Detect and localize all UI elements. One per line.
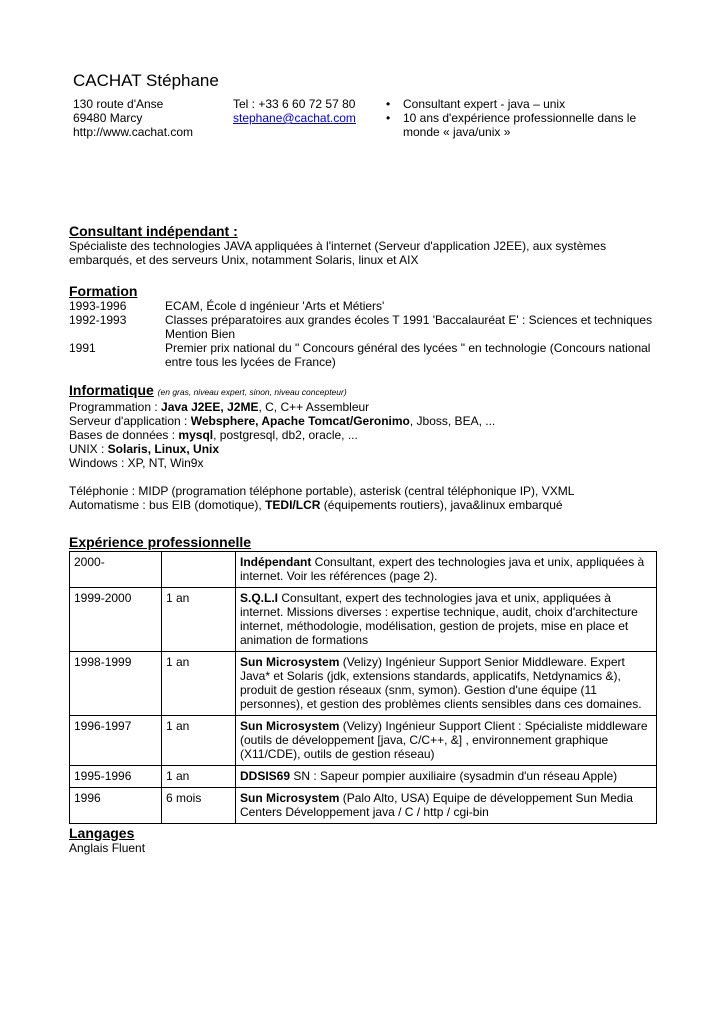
table-row — [70, 788, 657, 824]
skill-line: Windows : XP, NT, Win9x — [69, 456, 204, 470]
experience-years: 1995-1996 — [70, 766, 162, 788]
experience-duration: 1 an — [162, 716, 236, 766]
email-link[interactable]: stephane@cachat.com — [233, 111, 356, 125]
section-hint: (en gras, niveau expert, sinon, niveau concepteur) — [157, 387, 347, 397]
section-consultant — [69, 223, 659, 267]
skills-list — [69, 400, 659, 470]
address-block — [73, 97, 193, 139]
section-experience — [69, 534, 659, 824]
section-title: Langages — [69, 825, 135, 841]
experience-years: 1996-1997 — [70, 716, 162, 766]
experience-description: Sun Microsystem (Velizy) Ingénieur Support Senior Middleware. Expert Java* et Solaris (jdk, extensions standards, applicatifs, Netdynamics &), produit de gestion réseaux (snm, symon). Gestion d'une équipe (11 personnes), et gestion des problèmes clients sensibles dans ces domaines. — [236, 652, 657, 716]
website-link[interactable]: http://www.cachat.com — [73, 125, 194, 139]
table-row — [70, 552, 657, 588]
skill-line: Téléphonie : MIDP (programation téléphone portable), asterisk (central téléphonique IP), VXML — [69, 484, 575, 498]
highlights-list — [386, 97, 666, 139]
candidate-name: CACHAT Stéphane — [73, 71, 219, 90]
experience-description: Indépendant Consultant, expert des technologies java et unix, appliquées à internet. Voir les références (page 2). — [236, 552, 657, 588]
experience-description: S.Q.L.I Consultant, expert des technologies java et unix, appliquées à internet. Missions diverses : expertise technique, audit, choix d'architecture internet, méthodologie, modélisation, gestion de projets, mise en place et animation de formations — [236, 588, 657, 652]
experience-duration: 1 an — [162, 588, 236, 652]
table-row — [70, 588, 657, 652]
formation-entry — [69, 341, 659, 369]
contact-block — [233, 97, 356, 125]
table-row — [70, 716, 657, 766]
formation-entry — [69, 299, 659, 313]
experience-duration: 6 mois — [162, 788, 236, 824]
formation-entry — [69, 313, 659, 341]
langages-text: Anglais Fluent — [69, 841, 146, 855]
section-langages — [69, 825, 659, 855]
experience-duration — [162, 552, 236, 588]
experience-years: 2000- — [70, 552, 162, 588]
experience-years: 1996 — [70, 788, 162, 824]
skill-line: Serveur d'application : Websphere, Apache Tomcat/Geronimo, Jboss, BEA, ... — [69, 414, 496, 428]
skill-line: Automatisme : bus EIB (domotique), TEDI/LCR (équipements routiers), java&linux embarqué — [69, 498, 563, 512]
address-street: 130 route d'Anse — [73, 97, 164, 111]
section-formation — [69, 283, 659, 369]
experience-duration: 1 an — [162, 652, 236, 716]
highlight-item: • 10 ans d'expérience professionnelle dans le monde « java/unix » — [386, 111, 637, 139]
table-row — [70, 766, 657, 788]
section-title: Expérience professionnelle — [69, 534, 252, 550]
bullet-icon: • — [386, 97, 391, 111]
section-title: Formation — [69, 283, 138, 299]
address-city: 69480 Marcy — [73, 111, 143, 125]
skill-line: UNIX : Solaris, Linux, Unix — [69, 442, 220, 456]
formation-description: Premier prix national du " Concours général des lycées " en technologie (Concours national entre tous les lycées de France) — [165, 341, 651, 369]
experience-duration: 1 an — [162, 766, 236, 788]
experience-years: 1998-1999 — [70, 652, 162, 716]
section-informatique — [69, 382, 659, 512]
formation-years: 1993-1996 — [69, 299, 127, 313]
table-row — [70, 652, 657, 716]
skill-line: Programmation : Java J2EE, J2ME, C, C++ Assembleur — [69, 400, 370, 414]
highlight-item: • Consultant expert - java – unix — [386, 97, 566, 111]
formation-years: 1992-1993 — [69, 313, 127, 327]
experience-table — [69, 551, 657, 824]
skills-list-extra — [69, 484, 659, 512]
formation-description: Classes préparatoires aux grandes écoles T 1991 'Baccalauréat E' : Sciences et techniques Mention Bien — [165, 313, 653, 341]
phone-number: Tel : +33 6 60 72 57 80 — [233, 97, 356, 111]
formation-years: 1991 — [69, 341, 96, 355]
formation-list — [69, 299, 659, 369]
section-title: Informatique (en gras, niveau expert, sinon, niveau concepteur) — [69, 382, 347, 398]
bullet-icon: • — [386, 111, 391, 125]
experience-description: Sun Microsystem (Palo Alto, USA) Equipe de développement Sun Media Centers Développement java / C / http / cgi-bin — [236, 788, 657, 824]
consultant-description: Spécialiste des technologies JAVA appliquées à l'internet (Serveur d'application J2EE), aux systèmes embarqués, et des serveurs Unix, notamment Solaris, linux et AIX — [69, 239, 607, 267]
skill-line: Bases de données : mysql, postgresql, db2, oracle, ... — [69, 428, 358, 442]
formation-description: ECAM, École d ingénieur 'Arts et Métiers' — [165, 299, 385, 313]
section-title: Consultant indépendant : — [69, 223, 238, 239]
experience-years: 1999-2000 — [70, 588, 162, 652]
experience-description: DDSIS69 SN : Sapeur pompier auxiliaire (sysadmin d'un réseau Apple) — [236, 766, 657, 788]
experience-description: Sun Microsystem (Velizy) Ingénieur Support Client : Spécialiste middleware (outils de développement [java, C/C++, &] , environnement graphique (X11/CDE), outils de gestion réseau) — [236, 716, 657, 766]
